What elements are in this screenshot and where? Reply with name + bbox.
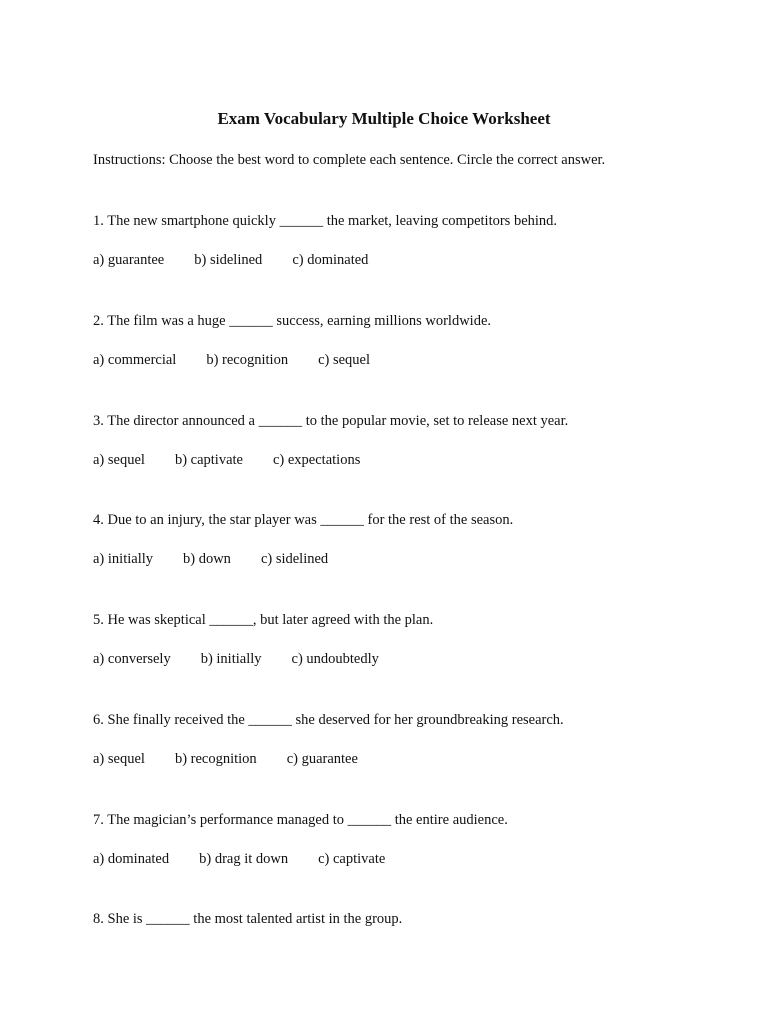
option-a[interactable]: a) conversely [93, 651, 171, 667]
question-1 [93, 211, 713, 270]
option-b[interactable]: b) down [183, 551, 231, 567]
answer-options [93, 350, 713, 370]
option-b[interactable]: b) recognition [174, 751, 257, 767]
question-text: 5. He was skeptical ______, but later agreed with the plan. [93, 612, 434, 628]
question-8 [93, 909, 713, 929]
question-6 [93, 710, 713, 769]
question-text: 6. She finally received the ______ she deserved for her groundbreaking research. [93, 712, 564, 728]
option-b[interactable]: b) recognition [206, 352, 289, 368]
answer-options [93, 749, 713, 769]
answer-options [93, 849, 713, 869]
option-a[interactable]: a) initially [93, 551, 153, 567]
option-b[interactable]: b) captivate [174, 452, 243, 468]
answer-options [93, 450, 713, 470]
option-a[interactable]: a) commercial [93, 352, 177, 368]
option-a[interactable]: a) sequel [93, 452, 145, 468]
option-a[interactable]: a) dominated [93, 851, 170, 867]
option-c[interactable]: c) sidelined [260, 551, 329, 567]
page-title: Exam Vocabulary Multiple Choice Worksheet [217, 109, 551, 128]
option-b[interactable]: b) drag it down [199, 851, 289, 867]
question-7 [93, 810, 713, 869]
instructions-text: Instructions: Choose the best word to complete each sentence. Circle the correct answer. [93, 152, 606, 168]
option-c[interactable]: c) sequel [318, 352, 371, 368]
option-c[interactable]: c) captivate [318, 851, 386, 867]
question-text: 3. The director announced a ______ to the popular movie, set to release next year. [93, 413, 569, 429]
question-3 [93, 411, 713, 470]
question-text: 7. The magician’s performance managed to ______ the entire audience. [93, 812, 508, 828]
answer-options [93, 649, 713, 669]
option-c[interactable]: c) expectations [272, 452, 361, 468]
option-c[interactable]: c) guarantee [286, 751, 358, 767]
option-c[interactable]: c) undoubtedly [291, 651, 379, 667]
question-text: 1. The new smartphone quickly ______ the market, leaving competitors behind. [93, 213, 558, 229]
question-text: 4. Due to an injury, the star player was ______ for the rest of the season. [93, 512, 514, 528]
question-2 [93, 311, 713, 370]
option-a[interactable]: a) guarantee [93, 252, 165, 268]
answer-options [93, 549, 713, 569]
question-text: 2. The film was a huge ______ success, earning millions worldwide. [93, 313, 492, 329]
answer-options [93, 250, 713, 270]
question-text: 8. She is ______ the most talented artist in the group. [93, 911, 403, 927]
option-c[interactable]: c) dominated [292, 252, 369, 268]
question-5 [93, 610, 713, 669]
question-4 [93, 510, 713, 569]
option-b[interactable]: b) initially [200, 651, 262, 667]
option-a[interactable]: a) sequel [93, 751, 145, 767]
option-b[interactable]: b) sidelined [194, 252, 263, 268]
